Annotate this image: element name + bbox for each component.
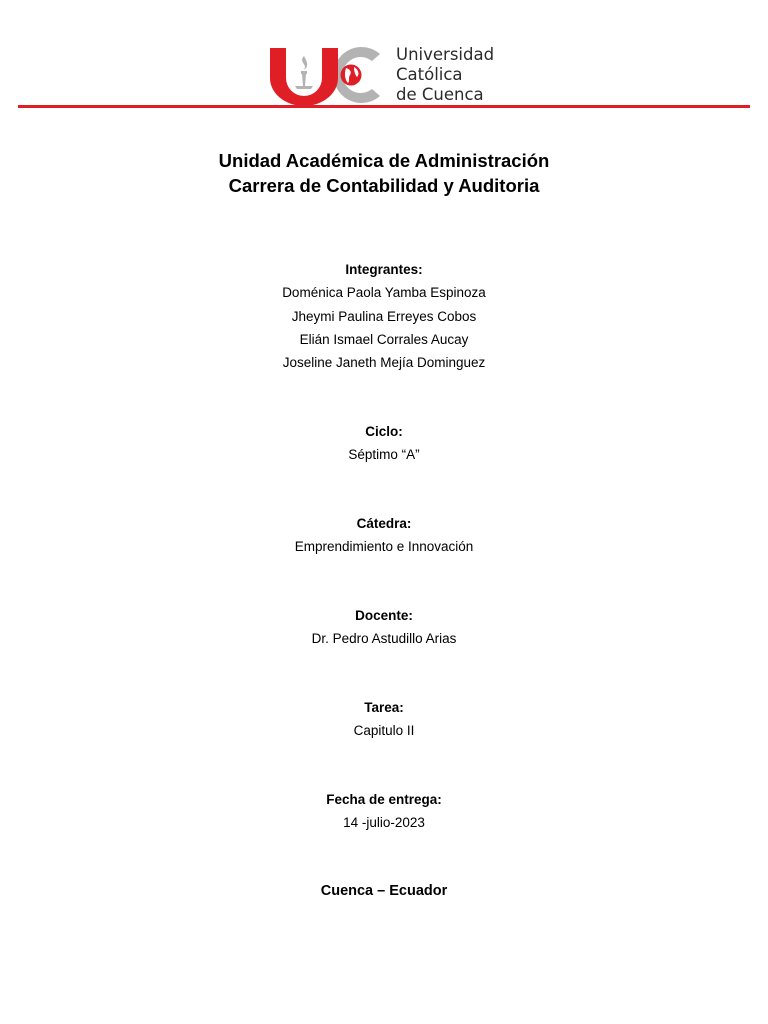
cycle-label: Ciclo: — [365, 424, 403, 439]
due-date-value: 14 -julio-2023 — [343, 815, 425, 831]
subject-value: Emprendimiento e Innovación — [294, 539, 474, 555]
subject-label: Cátedra: — [356, 516, 412, 531]
university-name-line-1: Universidad — [396, 45, 495, 64]
teacher-value: Dr. Pedro Astudillo Arias — [311, 631, 457, 647]
university-logo — [268, 44, 386, 106]
university-name-line-2: Católica — [396, 65, 463, 84]
university-name — [396, 45, 494, 105]
members-label: Integrantes: — [345, 262, 423, 277]
title-line-1: Unidad Académica de Administración — [218, 150, 550, 171]
page-title — [0, 148, 768, 198]
task-value: Capitulo II — [353, 723, 415, 739]
cycle-section — [0, 420, 768, 467]
header-divider — [18, 105, 750, 108]
document-header — [0, 0, 768, 110]
task-section — [0, 696, 768, 743]
member-name: Elián Ismael Corrales Aucay — [299, 331, 469, 347]
location-footer: Cuenca – Ecuador — [320, 883, 448, 899]
member-name: Jheymi Paulina Erreyes Cobos — [291, 308, 477, 324]
task-label: Tarea: — [364, 700, 404, 715]
cycle-value: Séptimo “A” — [348, 447, 420, 463]
teacher-section — [0, 604, 768, 651]
members-section — [0, 258, 768, 374]
member-name: Joseline Janeth Mejía Dominguez — [282, 355, 486, 371]
member-name: Doménica Paola Yamba Espinoza — [282, 285, 486, 301]
due-date-label: Fecha de entrega: — [326, 792, 442, 807]
subject-section — [0, 512, 768, 559]
teacher-label: Docente: — [355, 608, 413, 623]
title-line-2: Carrera de Contabilidad y Auditoria — [228, 175, 540, 196]
uc-logo-icon — [268, 44, 386, 106]
due-date-section — [0, 788, 768, 835]
university-name-line-3: de Cuenca — [396, 85, 484, 104]
